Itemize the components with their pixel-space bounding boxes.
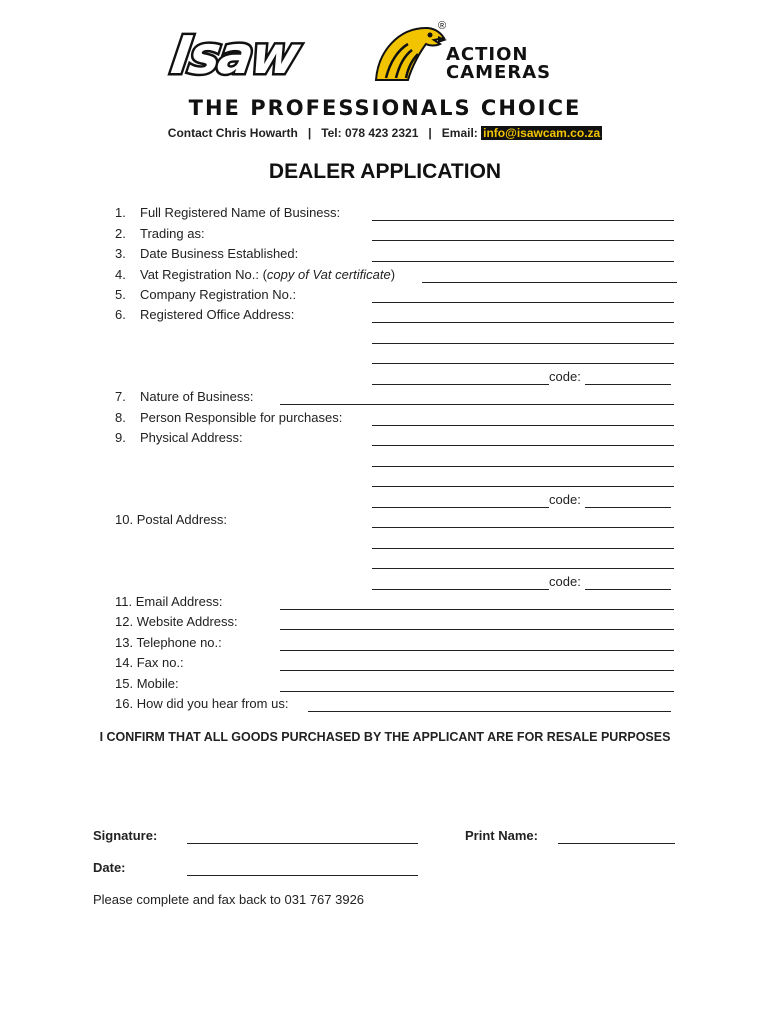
field-number	[115, 512, 227, 527]
field-label	[115, 696, 288, 711]
website-input-line[interactable]	[280, 629, 674, 630]
vat-label-note: copy of Vat certificate	[266, 267, 391, 282]
fax-instruction: Please complete and fax back to 031 767 3926	[93, 892, 365, 907]
postal-address-input-line-3[interactable]	[372, 568, 674, 569]
field-number: 5.	[115, 287, 126, 302]
field-label: Physical Address:	[140, 430, 243, 445]
physical-address-input-line-2[interactable]	[372, 466, 674, 467]
field-number-text: 11.	[115, 594, 133, 609]
mobile-input-line[interactable]	[280, 691, 674, 692]
field-number: 6.	[115, 307, 126, 322]
physical-address-code-input[interactable]	[585, 507, 671, 508]
field-label	[115, 655, 184, 670]
field-number: 4.	[115, 267, 126, 282]
email-input-line[interactable]	[280, 609, 674, 610]
physical-address-input-line-3[interactable]	[372, 486, 674, 487]
field-number: 8.	[115, 410, 126, 425]
print-name-input-line[interactable]	[558, 843, 675, 844]
registered-office-input-line[interactable]	[372, 322, 674, 323]
how-heard-input-line[interactable]	[308, 711, 671, 712]
contact-email-link[interactable]: info@isawcam.co.za	[483, 126, 601, 140]
field-label-text: Mobile:	[136, 676, 179, 691]
registered-mark: ®	[438, 20, 447, 32]
print-name-label: Print Name:	[465, 828, 538, 843]
postal-address-input-line-4[interactable]	[372, 589, 549, 590]
field-number-text: 15.	[115, 676, 134, 691]
code-label: code:	[549, 574, 581, 589]
field-label	[115, 594, 222, 609]
date-label: Date:	[93, 860, 126, 875]
brand-logo	[167, 20, 602, 92]
field-label-text: How did you hear from us:	[136, 696, 289, 711]
field-number-text: 16.	[115, 696, 134, 711]
code-label: code:	[549, 369, 581, 384]
field-number: 7.	[115, 389, 126, 404]
field-label-text: Telephone no.:	[136, 635, 222, 650]
signature-input-line[interactable]	[187, 843, 418, 844]
postal-address-input-line-2[interactable]	[372, 548, 674, 549]
vat-number-input-line[interactable]	[422, 282, 677, 283]
field-label: Nature of Business:	[140, 389, 254, 404]
registered-office-input-line-4[interactable]	[372, 384, 549, 385]
physical-address-input-line[interactable]	[372, 445, 674, 446]
fax-input-line[interactable]	[280, 670, 674, 671]
resale-confirmation: I CONFIRM THAT ALL GOODS PURCHASED BY THE APPLICANT ARE FOR RESALE PURPOSES	[99, 730, 671, 744]
company-registration-input-line[interactable]	[372, 302, 674, 303]
trading-as-input-line[interactable]	[372, 240, 674, 241]
registered-office-input-line-2[interactable]	[372, 343, 674, 344]
field-row-trading-as	[0, 226, 770, 244]
postal-address-code-input[interactable]	[585, 589, 671, 590]
field-label	[115, 635, 222, 650]
logo-line-action: ACTION	[446, 44, 529, 65]
logo-wordmark: Isaw	[167, 26, 302, 86]
vat-label-suffix: )	[390, 267, 396, 282]
field-number-text: 14.	[115, 655, 134, 670]
physical-address-input-line-4[interactable]	[372, 507, 549, 508]
logo-subtitle	[446, 46, 551, 82]
field-label: Person Responsible for purchases:	[140, 410, 343, 425]
field-label: Postal Address:	[136, 512, 228, 527]
registered-office-input-line-3[interactable]	[372, 363, 674, 364]
field-label	[115, 614, 238, 629]
field-label	[140, 267, 395, 282]
contact-tel: Tel: 078 423 2321	[321, 126, 419, 140]
date-input-line[interactable]	[187, 875, 418, 876]
field-label: Full Registered Name of Business:	[140, 205, 341, 220]
contact-email-label: Email:	[441, 126, 478, 140]
vat-label-prefix: Vat Registration No.: (	[140, 267, 267, 282]
separator: |	[307, 126, 312, 140]
tagline: THE PROFESSIONALS CHOICE	[188, 96, 582, 120]
field-label: Registered Office Address:	[140, 307, 295, 322]
field-label	[115, 676, 179, 691]
field-label-text: Website Address:	[136, 614, 238, 629]
code-label: code:	[549, 492, 581, 507]
logo-line-cameras: CAMERAS	[446, 62, 552, 83]
business-name-input-line[interactable]	[372, 220, 674, 221]
postal-address-input-line[interactable]	[372, 527, 674, 528]
nature-of-business-input-line[interactable]	[280, 404, 674, 405]
field-label: Trading as:	[140, 226, 205, 241]
form-title: DEALER APPLICATION	[268, 160, 502, 183]
field-number: 3.	[115, 246, 126, 261]
separator: |	[428, 126, 432, 140]
field-label-text: Fax no.:	[136, 655, 184, 670]
field-number-text: 13.	[115, 635, 134, 650]
signature-label: Signature:	[93, 828, 158, 843]
field-number: 2.	[115, 226, 126, 241]
eagle-icon	[368, 22, 448, 84]
field-label: Date Business Established:	[140, 246, 299, 261]
telephone-input-line[interactable]	[280, 650, 674, 651]
field-label-text: Email Address:	[135, 594, 223, 609]
field-label: Company Registration No.:	[140, 287, 297, 302]
field-number: 1.	[115, 205, 126, 220]
contact-person: Contact Chris Howarth	[167, 126, 298, 140]
field-number-text: 12.	[115, 614, 134, 629]
date-established-input-line[interactable]	[372, 261, 674, 262]
field-number-text: 10.	[115, 512, 134, 527]
registered-office-code-input[interactable]	[585, 384, 671, 385]
person-responsible-input-line[interactable]	[372, 425, 674, 426]
field-number: 9.	[115, 430, 126, 445]
contact-line	[0, 126, 770, 140]
